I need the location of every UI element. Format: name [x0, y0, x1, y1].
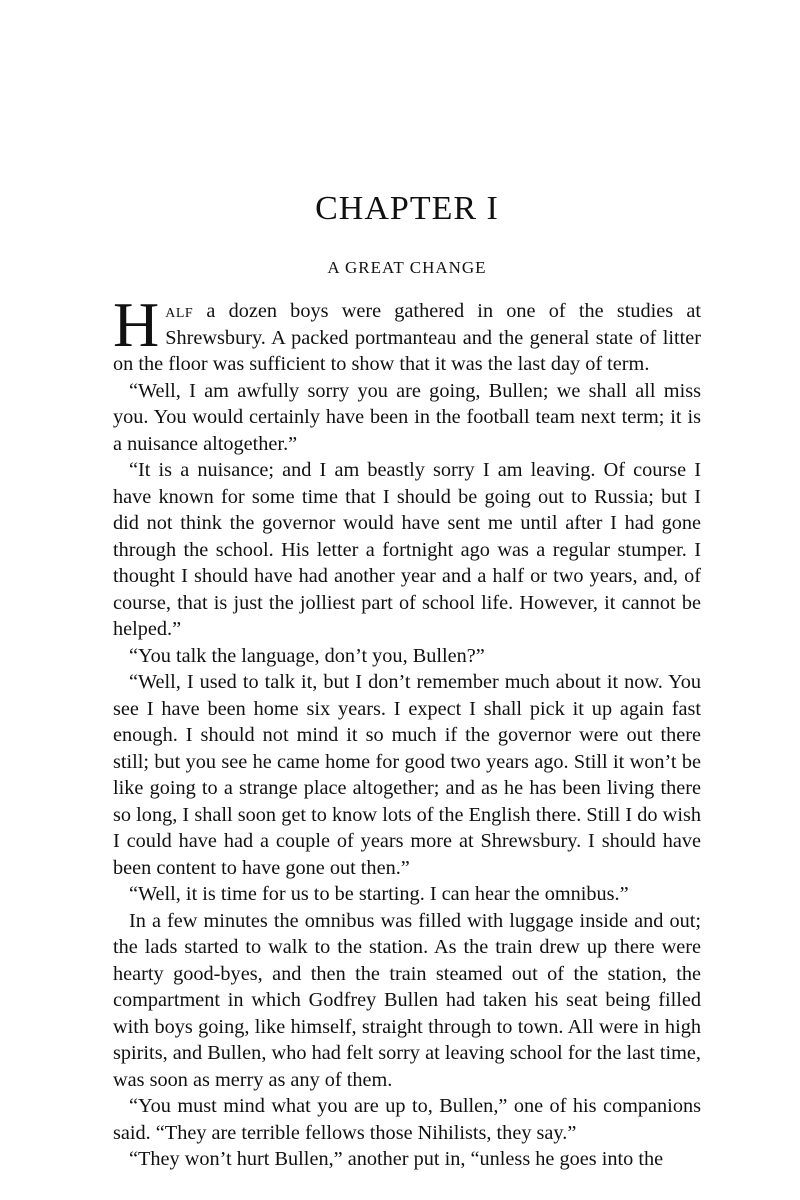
small-caps-word: alf [165, 300, 194, 322]
paragraph: “It is a nuisance; and I am beastly sorry I am leaving. Of course I have known for some time that I should be going out to Russia; but I did not think the governor would have sent me until after I had gone through the school. His letter a fortnight ago was a regular stumper. I thought I should have had another year and a half or two years, and, of course, that is just the jolliest part of school life. However, it cannot be helped.” [113, 459, 701, 640]
paragraph: In a few minutes the omnibus was filled with luggage inside and out; the lads started to walk to the station. As the train drew up there were hearty good-byes, and then the train steamed out of the station, the compartment in which Godfrey Bullen had taken his seat being filled with boys going, like himself, straight through to town. All were in high spirits, and Bullen, who had felt sorry at leaving school for the last time, was soon as merry as any of them. [113, 909, 701, 1091]
chapter-subtitle: A GREAT CHANGE [327, 258, 487, 277]
paragraph: “You must mind what you are up to, Bullen,” one of his companions said. “They are terrible fellows those Nihilists, they say.” [113, 1095, 701, 1144]
paragraph-text: a dozen boys were gathered in one of the studies at Shrewsbury. A packed portmanteau and the general state of litter on the floor was sufficient to show that it was the last day of term. [113, 300, 701, 375]
paragraph: “Well, I am awfully sorry you are going, Bullen; we shall all miss you. You would certainly have been in the football team next term; it is a nuisance altogether.” [113, 379, 701, 455]
chapter-title: CHAPTER I [315, 190, 499, 227]
chapter-body [113, 289, 701, 1173]
paragraph [113, 289, 701, 378]
paragraph: “You talk the language, don’t you, Bullen?” [129, 644, 485, 667]
book-page [113, 0, 701, 1200]
paragraph: “Well, I used to talk it, but I don’t remember much about it now. You see I have been home six years. I expect I shall pick it up again fast enough. I should not mind it so much if the governor were out there still; but you see he came home for good two years ago. Still it won’t be like going to a strange place altogether; and as he has been living there so long, I shall soon get to know lots of the English there. Still I do wish I could have had a couple of years more at Shrewsbury. I should have been content to have gone out then.” [113, 671, 701, 879]
drop-cap: H [113, 289, 160, 360]
paragraph: “Well, it is time for us to be starting. I can hear the omnibus.” [129, 883, 629, 905]
paragraph: “They won’t hurt Bullen,” another put in, “unless he goes into the [129, 1148, 664, 1170]
